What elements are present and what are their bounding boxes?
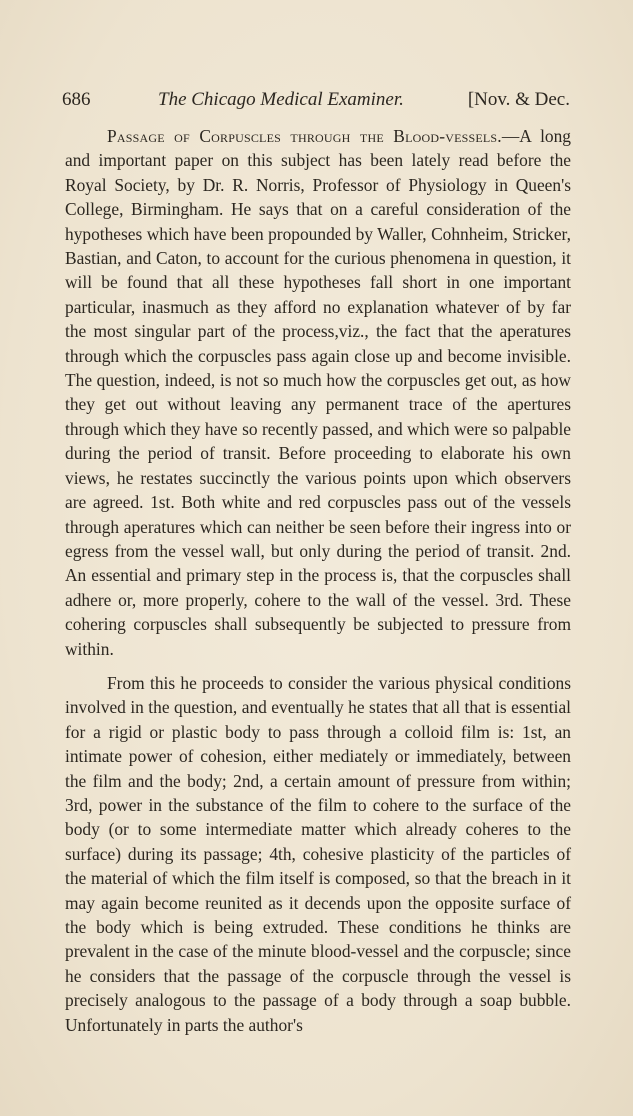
paragraph-2: From this he proceeds to consider the various physical conditions involved in the question, and eventually he states that all that is essential for a rigid or plastic body to pass through a colloid film is: 1st, an intimate power of cohesion, either mediately or immediately, between the film and the body; 2nd, a certain amount of pressure from within; 3rd, power in the substance of the film to cohere to the surface of the body (or to some intermediate matter which already coheres to the surface) during its passage; 4th, cohesive plasticity of the particles of the material of which the film itself is composed, so that the breach in it may again become reunited as it decends upon the opposite surface of the body which is being extruded. These conditions he thinks are prevalent in the case of the minute blood-vessel and the corpuscle; since he considers that the passage of the corpuscle through the vessel is precisely analogous to the passage of a body through a soap bubble. Unfortunately in parts the author's (65, 672, 571, 1035)
page-number: 686 (62, 89, 91, 110)
running-head (62, 86, 570, 114)
paragraph-1-text: —A long and important paper on this subject has been lately read before the Royal Society, by Dr. R. Norris, Professor of Physiology in Queen's College, Birmingham. He says that on a careful consideration of the hypotheses which have been propounded by Waller, Cohnheim, Stricker, Bastian, and Caton, to account for the curious phenomena in question, it will be found that all these hypotheses fall short in one important particular, inasmuch as they afford no explanation whatever of by far the most singular part of the process,viz., the fact that the aperatures through which the corpuscles pass again close up and become invisible. The question, indeed, is not so much how the corpuscles get out, as how they get out without leaving any permanent trace of the apertures through which they have so recently passed, and which were so palpable during the period of transit. Before proceeding to elaborate his own views, he restates succinctly the various points upon which observers are agreed. 1st. Both white and red corpuscles pass out of the vessels through aperatures which can neither be seen before their ingress into or egress from the vessel wall, but only during the period of transit. 2nd. An essential and primary step in the process is, that the corpuscles shall adhere or, more properly, cohere to the wall of the vessel. 3rd. These cohering corpuscles shall subsequently be subjected to pressure from within. (65, 126, 571, 659)
article-heading: Passage of Corpuscles through the Blood-vessels. (107, 126, 502, 146)
issue-date: [Nov. & Dec. (467, 89, 570, 110)
paragraph-1 (65, 124, 571, 661)
journal-title: The Chicago Medical Examiner. (158, 89, 404, 110)
article-body (65, 124, 571, 1037)
